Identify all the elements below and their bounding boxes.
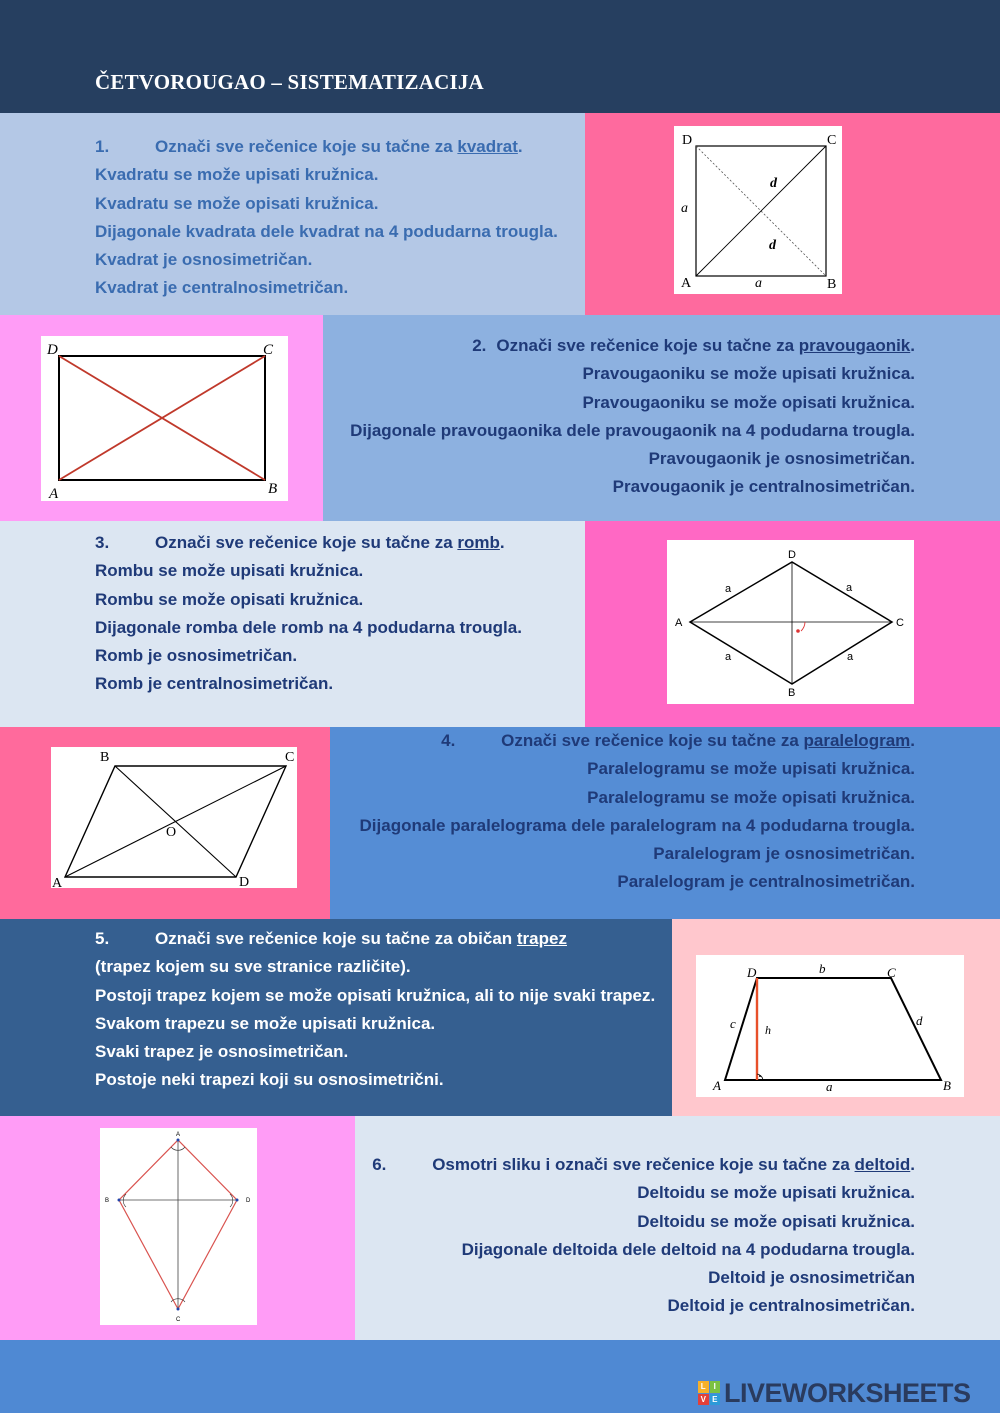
trap-label-c: c <box>730 1016 736 1031</box>
q1-statement-1[interactable]: Kvadratu se može upisati kružnica. <box>95 165 379 185</box>
para-label-C: C <box>285 750 295 765</box>
q6-statement-1[interactable]: Deltoidu se može upisati kružnica. <box>637 1183 915 1203</box>
rhombus-label-a-bl: a <box>725 651 732 663</box>
rect-label-C: C <box>263 342 274 358</box>
logo-badge-icon: L I V E <box>698 1381 720 1405</box>
q1-block <box>95 133 558 303</box>
trap-label-d: d <box>916 1013 923 1028</box>
q6-prompt: 6. Osmotri sliku i označi sve rečenice koje su tačne za deltoid. <box>372 1155 915 1174</box>
rect-label-A: A <box>49 486 59 501</box>
trap-label-D: D <box>747 965 757 980</box>
kite-label-A: A <box>176 1132 181 1138</box>
rhombus-label-C: C <box>896 617 904 629</box>
q5-statement-3[interactable]: Svaki trapez je osnosimetričan. <box>95 1042 349 1062</box>
q3-statement-3[interactable]: Dijagonale romba dele romb na 4 podudarna trougla. <box>95 617 522 637</box>
rect-label-D: D <box>47 342 58 358</box>
rectangle-figure <box>41 336 288 501</box>
q5-keyword: trapez <box>516 929 567 948</box>
trap-label-a: a <box>826 1079 833 1094</box>
square-label-A: A <box>681 276 692 291</box>
q3-statement-2[interactable]: Rombu se može opisati kružnica. <box>95 589 364 609</box>
trap-label-B: B <box>943 1078 951 1093</box>
q2-keyword: pravougaonik <box>798 336 911 355</box>
q3-statement-1[interactable]: Rombu se može upisati kružnica. <box>95 561 364 581</box>
q6-block <box>372 1151 915 1321</box>
para-label-A: A <box>52 876 63 888</box>
q1-statement-2[interactable]: Kvadratu se može opisati kružnica. <box>95 193 379 213</box>
q5-statement-1[interactable]: Postoji trapez kojem se može opisati kružnica, ali to nije svaki trapez. <box>95 985 656 1005</box>
q2-block <box>350 332 915 502</box>
q1-statement-4[interactable]: Kvadrat je osnosimetričan. <box>95 250 313 270</box>
q2-statement-1[interactable]: Pravougaoniku se može upisati kružnica. <box>582 364 915 384</box>
square-label-C: C <box>827 133 837 148</box>
q6-statement-4[interactable]: Deltoid je osnosimetričan <box>708 1268 915 1288</box>
q6-statement-2[interactable]: Deltoidu se može opisati kružnica. <box>637 1211 915 1231</box>
q4-statement-4[interactable]: Paralelogram je osnosimetričan. <box>653 844 915 864</box>
q4-keyword: paralelogram <box>803 731 911 750</box>
q1-keyword: kvadrat <box>457 137 518 156</box>
para-label-O: O <box>166 825 177 840</box>
q4-statement-3[interactable]: Dijagonale paralelograma dele paralelogram na 4 podudarna trougla. <box>359 815 915 835</box>
q1-prompt: 1. Označi sve rečenice koje su tačne za kvadrat. <box>95 137 523 156</box>
rhombus-label-A: A <box>675 617 683 629</box>
page-title: ČETVOROUGAO – SISTEMATIZACIJA <box>95 70 484 94</box>
q2-statement-4[interactable]: Pravougaonik je osnosimetričan. <box>648 449 915 469</box>
q4-statement-1[interactable]: Paralelogramu se može upisati kružnica. <box>587 759 915 779</box>
kite-label-D: D <box>246 1198 251 1204</box>
q5-statement-2[interactable]: Svakom trapezu se može upisati kružnica. <box>95 1013 436 1033</box>
q6-keyword: deltoid <box>854 1155 911 1174</box>
q4-statement-5[interactable]: Paralelogram je centralnosimetričan. <box>617 872 915 892</box>
q2-statement-2[interactable]: Pravougaoniku se može opisati kružnica. <box>582 392 915 412</box>
square-label-d-top: d <box>770 176 777 191</box>
rhombus-label-a-br: a <box>847 651 854 663</box>
logo-text: LIVEWORKSHEETS <box>724 1377 971 1408</box>
q4-block <box>360 727 915 897</box>
liveworksheets-logo <box>698 1378 971 1408</box>
trap-label-C: C <box>887 965 896 980</box>
q1-statement-3[interactable]: Dijagonale kvadrata dele kvadrat na 4 podudarna trougla. <box>95 221 558 241</box>
q5-subline: (trapez kojem su sve stranice različite). <box>95 957 411 977</box>
q3-statement-4[interactable]: Romb je osnosimetričan. <box>95 646 298 666</box>
q4-statement-2[interactable]: Paralelogramu se može opisati kružnica. <box>587 787 915 807</box>
trap-label-h: h <box>765 1023 771 1037</box>
square-label-a-bottom: a <box>755 276 762 291</box>
kite-label-B: B <box>105 1198 110 1204</box>
kite-figure <box>100 1128 257 1325</box>
q5-statement-4[interactable]: Postoje neki trapezi koji su osnosimetrični. <box>95 1070 444 1090</box>
q3-keyword: romb <box>457 533 500 552</box>
para-label-D: D <box>239 875 250 888</box>
rhombus-label-B: B <box>788 687 796 699</box>
q3-block <box>95 529 522 699</box>
trap-label-b: b <box>819 961 826 976</box>
para-label-B: B <box>100 750 110 765</box>
square-label-d-bottom: d <box>769 238 776 253</box>
square-label-B: B <box>827 277 837 292</box>
header-band <box>0 0 1000 113</box>
q3-prompt: 3. Označi sve rečenice koje su tačne za romb. <box>95 533 505 552</box>
kite-label-C: C <box>176 1317 181 1323</box>
q5-prompt: 5. Označi sve rečenice koje su tačne za običan trapez <box>95 929 567 948</box>
q5-block <box>95 925 655 1095</box>
rhombus-figure <box>667 540 914 704</box>
rect-label-B: B <box>268 481 278 497</box>
q6-statement-3[interactable]: Dijagonale deltoida dele deltoid na 4 podudarna trougla. <box>461 1239 915 1259</box>
q2-statement-5[interactable]: Pravougaonik je centralnosimetričan. <box>612 477 915 497</box>
trapezoid-figure <box>696 955 964 1097</box>
square-label-a-side: a <box>681 201 688 216</box>
rhombus-label-D: D <box>788 549 796 561</box>
square-label-D: D <box>682 133 693 148</box>
square-figure <box>674 126 842 294</box>
q4-prompt: 4. Označi sve rečenice koje su tačne za paralelogram. <box>441 731 915 750</box>
rhombus-label-a-tr: a <box>846 582 853 594</box>
q2-statement-3[interactable]: Dijagonale pravougaonika dele pravougaonik na 4 podudarna trougla. <box>350 420 915 440</box>
trap-label-A: A <box>713 1078 721 1093</box>
q1-statement-5[interactable]: Kvadrat je centralnosimetričan. <box>95 278 349 298</box>
q3-statement-5[interactable]: Romb je centralnosimetričan. <box>95 674 334 694</box>
parallelogram-figure <box>51 747 297 888</box>
q6-statement-5[interactable]: Deltoid je centralnosimetričan. <box>667 1296 915 1316</box>
q2-prompt: 2. Označi sve rečenice koje su tačne za pravougaonik. <box>472 336 915 355</box>
rhombus-label-a-tl: a <box>725 583 732 595</box>
